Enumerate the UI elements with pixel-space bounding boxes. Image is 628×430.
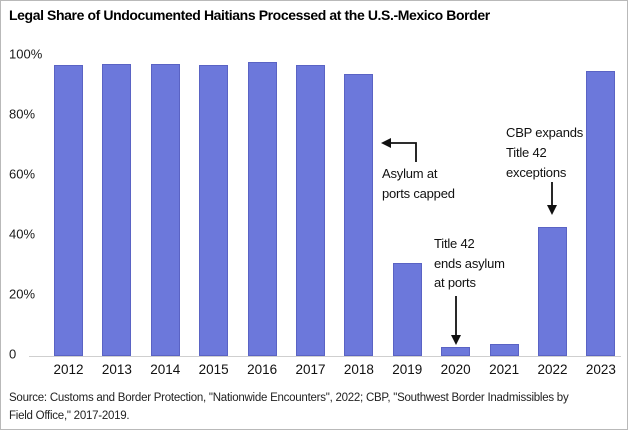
bar-2015 xyxy=(199,65,228,356)
annotation-asylum-ports-capped xyxy=(382,164,455,204)
y-tick-label-40: 40% xyxy=(9,226,36,242)
bar-2019 xyxy=(393,263,422,356)
x-tick-label-2019: 2019 xyxy=(392,362,423,377)
ann-title42-line-3: at ports xyxy=(434,275,476,290)
x-tick-label-2018: 2018 xyxy=(343,362,374,377)
y-tick-label-20: 20% xyxy=(9,286,36,302)
bar-2017 xyxy=(296,65,325,356)
x-tick-label-2014: 2014 xyxy=(150,362,181,377)
x-tick-label-2022: 2022 xyxy=(537,362,568,377)
ann-cbp-line-3: exceptions xyxy=(506,165,567,180)
arrow-title42-down xyxy=(451,296,461,345)
x-tick-label-2021: 2021 xyxy=(489,362,520,377)
bar-2022 xyxy=(538,227,567,356)
ann-asylum-line-2: ports capped xyxy=(382,186,455,201)
x-tick-label-2023: 2023 xyxy=(585,362,616,377)
y-tick-label-80: 80% xyxy=(9,106,36,122)
x-tick-label-2016: 2016 xyxy=(247,362,278,377)
x-tick-label-2020: 2020 xyxy=(440,362,471,377)
bar-2013 xyxy=(102,64,131,357)
y-tick-label-60: 60% xyxy=(9,166,36,182)
x-axis-line xyxy=(29,356,621,357)
ann-cbp-line-1: CBP expands xyxy=(506,125,584,140)
source-note xyxy=(9,389,568,425)
arrow-asylum-bent-left xyxy=(381,138,416,162)
source-line-2: Field Office," 2017-2019. xyxy=(9,410,130,422)
bar-2020 xyxy=(441,347,470,356)
bar-2014 xyxy=(151,64,180,357)
x-tick-label-2013: 2013 xyxy=(101,362,132,377)
x-tick-label-2017: 2017 xyxy=(295,362,326,377)
bar-2012 xyxy=(54,65,83,356)
x-tick-label-2015: 2015 xyxy=(198,362,229,377)
ann-cbp-line-2: Title 42 xyxy=(506,145,547,160)
ann-asylum-line-1: Asylum at xyxy=(382,166,438,181)
bar-2021 xyxy=(490,344,519,356)
bar-2018 xyxy=(344,74,373,356)
bar-2023 xyxy=(586,71,615,356)
y-tick-label-0: 0 xyxy=(9,346,17,362)
ann-title42-line-1: Title 42 xyxy=(434,236,475,251)
source-line-1: Source: Customs and Border Protection, "Nationwide Encounters", 2022; CBP, "Southwest Border Inadmissibles by xyxy=(9,392,569,404)
annotation-title42-ends-asylum xyxy=(434,234,505,293)
arrow-cbp-down xyxy=(547,182,557,215)
x-tick-label-2012: 2012 xyxy=(53,362,84,377)
bar-2016 xyxy=(248,62,277,356)
annotation-cbp-expands-title42 xyxy=(506,123,583,183)
y-tick-label-100: 100% xyxy=(9,46,43,62)
chart-title: Legal Share of Undocumented Haitians Processed at the U.S.-Mexico Border xyxy=(9,7,490,23)
ann-title42-line-2: ends asylum xyxy=(434,255,505,271)
